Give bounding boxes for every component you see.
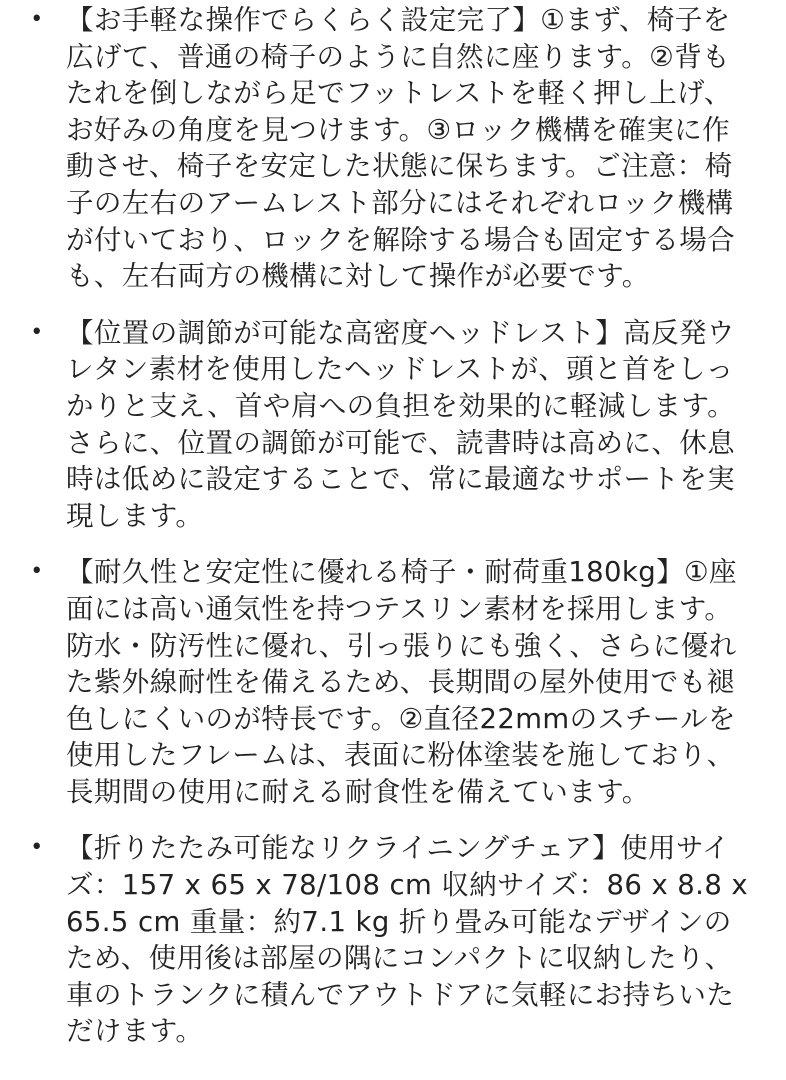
feature-item-headrest [0,315,756,535]
feature-item-durability [0,554,756,810]
feature-text: 【折りたたみ可能なリクライニングチェア】使用サイズ：157 x 65 x 78/108 cm 収納サイズ：86 x 8.8 x 65.5 cm 重量：約7.1 kg 折り畳み可能なデザインのため、使用後は部屋の隅にコンパクトに収納したり、車のトランクに積んでアウトドアに気軽にお持ちいただけます。 [66,832,749,1048]
feature-text: 【耐久性と安定性に優れる椅子・耐荷重180kg】①座面には高い通気性を持つテスリン素材を採用します。防水・防汚性に優れ、引っ張りにも強く、さらに優れた紫外線耐性を備えるため、長期間の屋外使用でも褪色しにくいのが特長です。②直径22mmのスチールを使用したフレームは、表面に粉体塗装を施しており、長期間の使用に耐える耐食性を備えています。 [66,556,737,808]
bullet-icon: • [30,835,44,861]
bullet-icon: • [30,319,44,345]
feature-item-foldable [0,830,756,1050]
product-description-page [0,2,786,1080]
bullet-icon: • [30,7,44,32]
feature-text: 【位置の調節が可能な高密度ヘッドレスト】高反発ウレタン素材を使用したヘッドレストが、頭と首をしっかりと支え、首や肩への負担を効果的に軽減します。さらに、位置の調節が可能で、読書時は高めに、休息時は低めに設定することで、常に最適なサポートを実現します。 [66,316,736,532]
feature-item-easy-setup [0,2,756,295]
feature-bullet-list [0,2,756,1050]
feature-text: 【お手軽な操作でらくらく設定完了】①まず、椅子を広げて、普通の椅子のように自然に座ります。②背もたれを倒しながら足でフットレストを軽く押し上げ、お好みの角度を見つけます。③ロック機構を確実に作動させ、椅子を安定した状態に保ちます。ご注意：椅子の左右のアームレスト部分にはそれぞれロック機構が付いており、ロックを解除する場合も固定する場合も、左右両方の機構に対して操作が必要です。 [66,4,736,293]
bullet-icon: • [30,559,44,585]
